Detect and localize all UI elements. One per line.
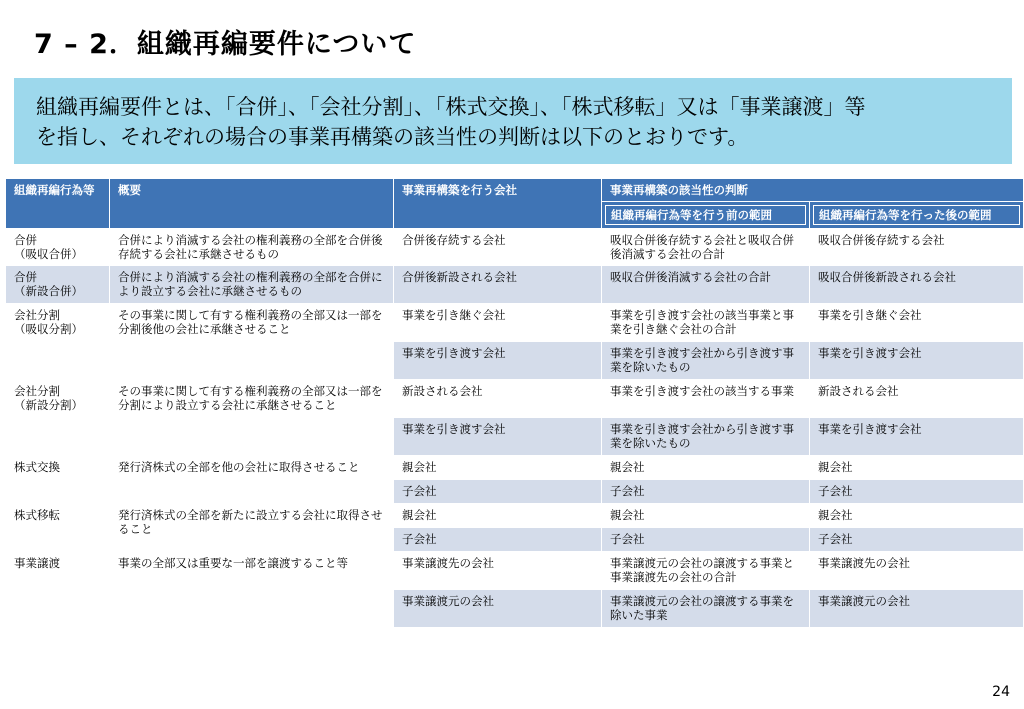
cell-after: 吸収合併後新設される会社	[810, 266, 1024, 304]
cell-company: 合併後新設される会社	[394, 266, 602, 304]
header-company: 事業再構築を行う会社	[394, 179, 602, 229]
cell-after: 事業を引き継ぐ会社	[810, 304, 1024, 342]
cell-after: 新設される会社	[810, 380, 1024, 418]
cell-company: 事業譲渡先の会社	[394, 552, 602, 590]
cell-before: 吸収合併後存続する会社と吸収合併後消滅する会社の合計	[602, 229, 810, 266]
cell-before: 子会社	[602, 528, 810, 552]
cell-after: 事業を引き渡す会社	[810, 342, 1024, 380]
table-row	[6, 504, 1024, 528]
page-number: 24	[992, 684, 1010, 700]
cell-before: 親会社	[602, 504, 810, 528]
header-action: 組織再編行為等	[6, 179, 110, 229]
cell-after: 吸収合併後存続する会社	[810, 229, 1024, 266]
cell-company: 事業譲渡元の会社	[394, 590, 602, 628]
cell-summary: 発行済株式の全部を新たに設立する会社に取得させること	[110, 504, 394, 552]
cell-action: 合併 （吸収合併）	[6, 229, 110, 266]
cell-before: 子会社	[602, 480, 810, 504]
table-row	[6, 380, 1024, 418]
cell-after: 親会社	[810, 504, 1024, 528]
page-title: 7 – 2．組織再編要件について	[34, 29, 417, 60]
cell-action: 株式交換	[6, 456, 110, 504]
cell-before: 事業を引き渡す会社から引き渡す事業を除いたもの	[602, 418, 810, 456]
cell-before: 事業を引き渡す会社から引き渡す事業を除いたもの	[602, 342, 810, 380]
cell-company: 事業を引き継ぐ会社	[394, 304, 602, 342]
header-summary: 概要	[110, 179, 394, 229]
table-row	[6, 266, 1024, 304]
header-after: 組織再編行為等を行った後の範囲	[810, 202, 1024, 229]
cell-before: 事業譲渡元の会社の譲渡する事業を除いた事業	[602, 590, 810, 628]
intro-line-2: を指し、それぞれの場合の事業再構築の該当性の判断は以下のとおりです。	[36, 125, 749, 149]
cell-company: 子会社	[394, 480, 602, 504]
cell-after: 事業譲渡元の会社	[810, 590, 1024, 628]
cell-company: 親会社	[394, 456, 602, 480]
cell-summary: 合併により消滅する会社の権利義務の全部を合併後存続する会社に承継させるもの	[110, 229, 394, 266]
cell-after: 親会社	[810, 456, 1024, 480]
cell-after: 事業譲渡先の会社	[810, 552, 1024, 590]
cell-summary: 合併により消滅する会社の権利義務の全部を合併により設立する会社に承継させるもの	[110, 266, 394, 304]
cell-before: 吸収合併後消滅する会社の合計	[602, 266, 810, 304]
table-row	[6, 304, 1024, 342]
cell-company: 事業を引き渡す会社	[394, 418, 602, 456]
cell-company: 新設される会社	[394, 380, 602, 418]
cell-before: 親会社	[602, 456, 810, 480]
cell-summary: その事業に関して有する権利義務の全部又は一部を分割により設立する会社に承継させること	[110, 380, 394, 456]
cell-summary: 事業の全部又は重要な一部を譲渡すること等	[110, 552, 394, 628]
cell-company: 事業を引き渡す会社	[394, 342, 602, 380]
cell-summary: 発行済株式の全部を他の会社に取得させること	[110, 456, 394, 504]
table-row	[6, 229, 1024, 266]
cell-before: 事業譲渡元の会社の譲渡する事業と事業譲渡先の会社の合計	[602, 552, 810, 590]
intro-box	[14, 78, 1012, 164]
cell-after: 子会社	[810, 480, 1024, 504]
intro-line-1: 組織再編要件とは、「合併」、「会社分割」、「株式交換」、「株式移転」又は「事業譲渡」等	[36, 95, 866, 119]
cell-company: 合併後存続する会社	[394, 229, 602, 266]
cell-action: 合併 （新設合併）	[6, 266, 110, 304]
cell-after: 子会社	[810, 528, 1024, 552]
cell-action: 会社分割 （新設分割）	[6, 380, 110, 456]
cell-company: 親会社	[394, 504, 602, 528]
cell-action: 株式移転	[6, 504, 110, 552]
reorganization-table	[5, 178, 1024, 628]
cell-action: 会社分割 （吸収分割）	[6, 304, 110, 380]
table-row	[6, 552, 1024, 590]
cell-action: 事業譲渡	[6, 552, 110, 628]
cell-before: 事業を引き渡す会社の該当する事業	[602, 380, 810, 418]
table-row	[6, 456, 1024, 480]
header-judgement: 事業再構築の該当性の判断	[602, 179, 1024, 202]
cell-company: 子会社	[394, 528, 602, 552]
cell-before: 事業を引き渡す会社の該当事業と事業を引き継ぐ会社の合計	[602, 304, 810, 342]
cell-after: 事業を引き渡す会社	[810, 418, 1024, 456]
cell-summary: その事業に関して有する権利義務の全部又は一部を分割後他の会社に承継させること	[110, 304, 394, 380]
header-before: 組織再編行為等を行う前の範囲	[602, 202, 810, 229]
